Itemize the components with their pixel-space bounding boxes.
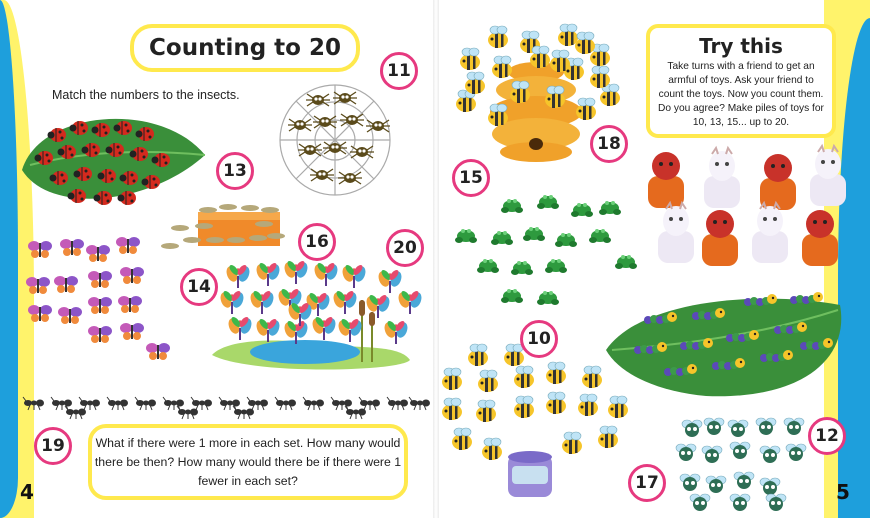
toys <box>648 146 846 266</box>
question-box <box>88 424 408 500</box>
page-title: Counting to 20 <box>149 35 341 61</box>
try-this-text: Take turns with a friend to get an armful of toys. Ask your friend to count the toys. Now you count them. Do you agree? Make piles of toys for 10, 13, 15... up to 20. <box>658 61 824 128</box>
question-text: What if there were 1 more in each set. How many would there be then? How many would there be if there were 1 fewer in each set? <box>94 435 402 488</box>
number-circle-14: 14 <box>180 268 218 306</box>
number-circle-12: 12 <box>808 417 846 455</box>
number-circle-19: 19 <box>34 427 72 465</box>
number-circle-15: 15 <box>452 159 490 197</box>
ants <box>23 397 430 419</box>
page-number-right: 5 <box>836 480 850 504</box>
number-circle-17: 17 <box>628 464 666 502</box>
honey-pot <box>508 451 552 497</box>
caterpillar-leaf <box>606 292 841 396</box>
instruction-text: Match the numbers to the insects. <box>52 88 240 102</box>
number-circle-20: 20 <box>386 229 424 267</box>
flies <box>676 418 806 511</box>
ladybird-leaf <box>22 119 205 205</box>
title-box <box>130 24 360 72</box>
number-circle-11: 11 <box>380 52 418 90</box>
try-this-title: Try this <box>699 34 783 58</box>
number-circle-18: 18 <box>590 125 628 163</box>
spider-web <box>280 85 390 195</box>
number-circle-13: 13 <box>216 152 254 190</box>
frogs <box>455 195 637 305</box>
grasshoppers <box>161 204 285 249</box>
page-number-left: 4 <box>20 480 34 504</box>
butterflies <box>26 237 170 360</box>
bees-bottom <box>442 344 628 460</box>
dragonflies <box>219 259 424 344</box>
number-circle-10: 10 <box>520 320 558 358</box>
try-this-box <box>646 24 836 138</box>
number-circle-16: 16 <box>298 223 336 261</box>
spiders <box>288 92 390 184</box>
